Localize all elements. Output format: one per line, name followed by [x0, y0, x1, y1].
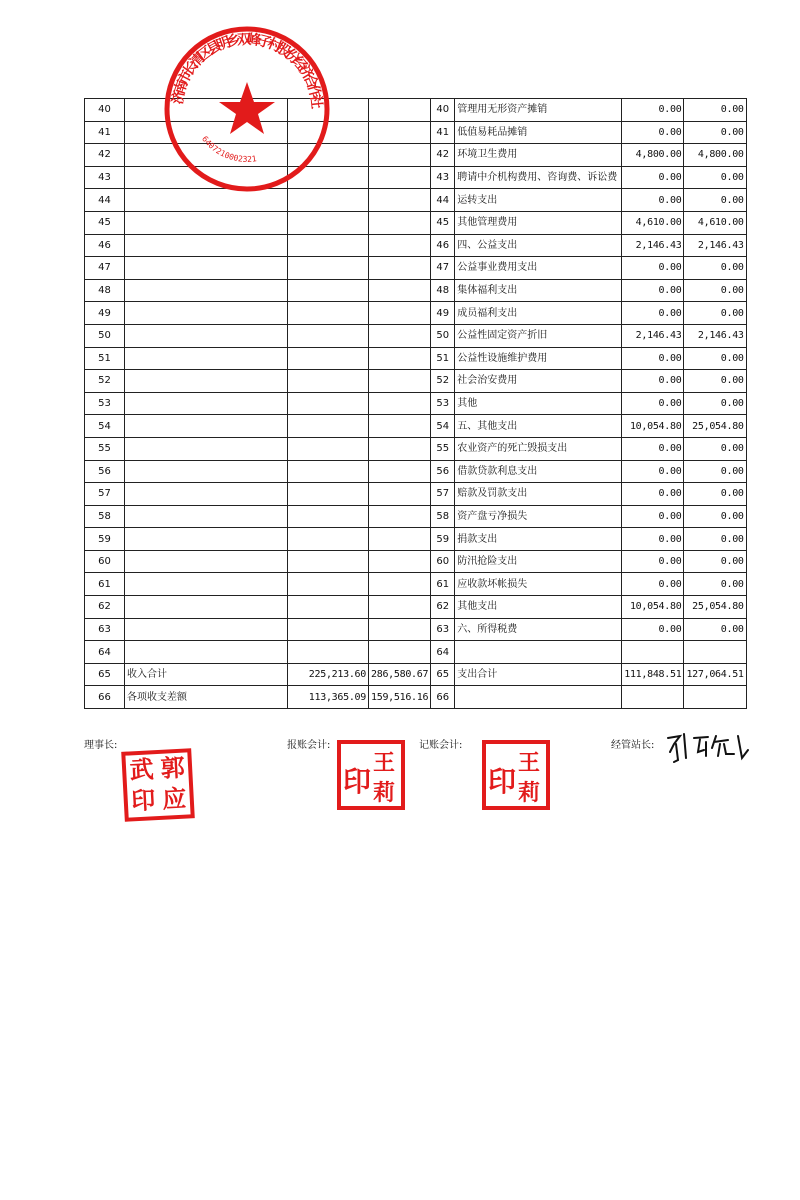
income-current-amount — [288, 618, 369, 641]
expense-cumulative-amount: 0.00 — [684, 189, 746, 212]
expense-item-name: 集体福利支出 — [455, 279, 622, 302]
expense-item-name: 四、公益支出 — [455, 234, 622, 257]
expense-cumulative-amount: 0.00 — [684, 392, 746, 415]
row-index: 61 — [85, 573, 125, 596]
income-current-amount — [288, 370, 369, 393]
income-item-name — [125, 211, 288, 234]
expense-row-index: 60 — [431, 550, 455, 573]
expense-cumulative-amount: 0.00 — [684, 347, 746, 370]
row-index: 58 — [85, 505, 125, 528]
expense-item-name: 六、所得税费 — [455, 618, 622, 641]
expense-cumulative-amount: 0.00 — [684, 166, 746, 189]
income-cumulative-amount — [369, 460, 431, 483]
expense-row-index: 48 — [431, 279, 455, 302]
row-index: 42 — [85, 144, 125, 167]
expense-cumulative-amount: 0.00 — [684, 573, 746, 596]
expense-item-name: 聘请中介机构费用、咨询费、诉讼费 — [455, 166, 622, 189]
expense-cumulative-amount: 25,054.80 — [684, 415, 746, 438]
expense-current-amount: 111,848.51 — [622, 663, 684, 686]
row-index: 43 — [85, 166, 125, 189]
income-cumulative-amount — [369, 528, 431, 551]
income-current-amount — [288, 460, 369, 483]
expense-cumulative-amount: 2,146.43 — [684, 234, 746, 257]
income-cumulative-amount — [369, 596, 431, 619]
table-row — [85, 211, 747, 234]
expense-current-amount: 0.00 — [622, 302, 684, 325]
seal-char: 莉 — [373, 780, 396, 806]
table-row — [85, 324, 747, 347]
expense-row-index: 46 — [431, 234, 455, 257]
row-index: 41 — [85, 121, 125, 144]
expense-item-name: 社会治安费用 — [455, 370, 622, 393]
income-cumulative-amount — [369, 121, 431, 144]
expense-row-index: 52 — [431, 370, 455, 393]
income-cumulative-amount: 286,580.67 — [369, 663, 431, 686]
income-cumulative-amount — [369, 550, 431, 573]
row-index: 57 — [85, 483, 125, 506]
expense-cumulative-amount: 0.00 — [684, 460, 746, 483]
expense-row-index: 47 — [431, 257, 455, 280]
income-current-amount — [288, 302, 369, 325]
income-current-amount — [288, 392, 369, 415]
row-index: 56 — [85, 460, 125, 483]
income-item-name: 收入合计 — [125, 663, 288, 686]
income-item-name — [125, 550, 288, 573]
expense-current-amount: 0.00 — [622, 483, 684, 506]
expense-cumulative-amount: 25,054.80 — [684, 596, 746, 619]
table-row — [85, 528, 747, 551]
expense-item-name: 环境卫生费用 — [455, 144, 622, 167]
income-cumulative-amount — [369, 189, 431, 212]
row-index: 48 — [85, 279, 125, 302]
income-current-amount — [288, 528, 369, 551]
expense-cumulative-amount: 0.00 — [684, 370, 746, 393]
income-cumulative-amount — [369, 618, 431, 641]
income-current-amount: 113,365.09 — [288, 686, 369, 709]
seal-char: 应 — [161, 783, 187, 814]
expense-row-index: 44 — [431, 189, 455, 212]
table-row — [85, 234, 747, 257]
income-item-name — [125, 573, 288, 596]
table-row — [85, 437, 747, 460]
seal-char: 印 — [130, 785, 157, 816]
expense-cumulative-amount: 0.00 — [684, 528, 746, 551]
income-current-amount — [288, 641, 369, 664]
expense-item-name: 低值易耗品摊销 — [455, 121, 622, 144]
station-chief-handwritten-signature — [664, 730, 759, 766]
table-row — [85, 641, 747, 664]
row-index: 55 — [85, 437, 125, 460]
table-row — [85, 415, 747, 438]
expense-current-amount: 0.00 — [622, 121, 684, 144]
expense-current-amount: 0.00 — [622, 257, 684, 280]
expense-current-amount — [622, 641, 684, 664]
income-item-name — [125, 347, 288, 370]
expense-current-amount: 0.00 — [622, 166, 684, 189]
expense-row-index: 42 — [431, 144, 455, 167]
expense-item-name: 公益性固定资产折旧 — [455, 324, 622, 347]
row-index: 66 — [85, 686, 125, 709]
table-row — [85, 483, 747, 506]
expense-cumulative-amount: 4,800.00 — [684, 144, 746, 167]
income-current-amount — [288, 415, 369, 438]
expense-current-amount: 0.00 — [622, 347, 684, 370]
table-row — [85, 460, 747, 483]
income-cumulative-amount — [369, 505, 431, 528]
row-index: 65 — [85, 663, 125, 686]
income-item-name — [125, 460, 288, 483]
income-current-amount — [288, 257, 369, 280]
expense-item-name: 其他管理费用 — [455, 211, 622, 234]
expense-item-name: 公益事业费用支出 — [455, 257, 622, 280]
expense-cumulative-amount: 0.00 — [684, 618, 746, 641]
row-index: 50 — [85, 324, 125, 347]
income-current-amount — [288, 347, 369, 370]
expense-row-index: 50 — [431, 324, 455, 347]
seal-star-icon — [219, 82, 275, 134]
table-row — [85, 392, 747, 415]
row-index: 46 — [85, 234, 125, 257]
bookkeeper-seal — [482, 740, 550, 810]
row-index: 64 — [85, 641, 125, 664]
seal-char: 莉 — [518, 780, 541, 806]
income-current-amount — [288, 324, 369, 347]
table-row — [85, 257, 747, 280]
expense-item-name: 成员福利支出 — [455, 302, 622, 325]
expense-item-name: 防汛抢险支出 — [455, 550, 622, 573]
expense-current-amount: 0.00 — [622, 392, 684, 415]
expense-item-name: 资产盘亏净损失 — [455, 505, 622, 528]
expense-row-index: 66 — [431, 686, 455, 709]
income-current-amount — [288, 550, 369, 573]
income-cumulative-amount — [369, 641, 431, 664]
income-cumulative-amount — [369, 234, 431, 257]
expense-cumulative-amount: 0.00 — [684, 302, 746, 325]
expense-row-index: 63 — [431, 618, 455, 641]
table-row — [85, 302, 747, 325]
expense-item-name — [455, 641, 622, 664]
row-index: 52 — [85, 370, 125, 393]
expense-current-amount: 0.00 — [622, 618, 684, 641]
income-item-name — [125, 618, 288, 641]
expense-item-name: 公益性设施维护费用 — [455, 347, 622, 370]
income-item-name — [125, 505, 288, 528]
expense-current-amount: 0.00 — [622, 573, 684, 596]
income-current-amount: 225,213.60 — [288, 663, 369, 686]
row-index: 44 — [85, 189, 125, 212]
income-cumulative-amount — [369, 211, 431, 234]
station-chief-label: 经管站长: — [611, 740, 655, 751]
reimburse-accountant-seal — [337, 740, 405, 810]
table-row — [85, 618, 747, 641]
table-row — [85, 663, 747, 686]
expense-item-name: 其他 — [455, 392, 622, 415]
income-cumulative-amount — [369, 347, 431, 370]
row-index: 40 — [85, 99, 125, 122]
expense-current-amount — [622, 686, 684, 709]
income-item-name — [125, 302, 288, 325]
expense-item-name: 运转支出 — [455, 189, 622, 212]
row-index: 49 — [85, 302, 125, 325]
bookkeeper-label: 记账会计: — [419, 740, 463, 751]
income-item-name — [125, 370, 288, 393]
expense-item-name: 借款贷款利息支出 — [455, 460, 622, 483]
expense-row-index: 59 — [431, 528, 455, 551]
chairman-seal — [121, 748, 195, 822]
expense-row-index: 53 — [431, 392, 455, 415]
income-cumulative-amount — [369, 166, 431, 189]
row-index: 47 — [85, 257, 125, 280]
expense-cumulative-amount: 0.00 — [684, 279, 746, 302]
seal-org-text: 济南市长清区县明乡双峰子村股份经济合作社 — [169, 31, 325, 110]
expense-current-amount: 4,800.00 — [622, 144, 684, 167]
expense-row-index: 49 — [431, 302, 455, 325]
expense-row-index: 65 — [431, 663, 455, 686]
expense-current-amount: 0.00 — [622, 528, 684, 551]
expense-current-amount: 2,146.43 — [622, 234, 684, 257]
expense-cumulative-amount: 2,146.43 — [684, 324, 746, 347]
income-cumulative-amount — [369, 302, 431, 325]
expense-row-index: 45 — [431, 211, 455, 234]
expense-current-amount: 2,146.43 — [622, 324, 684, 347]
table-row — [85, 573, 747, 596]
expense-cumulative-amount: 127,064.51 — [684, 663, 746, 686]
expense-item-name: 支出合计 — [455, 663, 622, 686]
income-current-amount — [288, 505, 369, 528]
income-item-name — [125, 324, 288, 347]
row-index: 45 — [85, 211, 125, 234]
income-item-name — [125, 279, 288, 302]
expense-item-name: 应收款坏帐损失 — [455, 573, 622, 596]
row-index: 51 — [85, 347, 125, 370]
seal-char: 王 — [518, 750, 541, 776]
expense-cumulative-amount: 0.00 — [684, 121, 746, 144]
income-cumulative-amount — [369, 392, 431, 415]
expense-cumulative-amount: 0.00 — [684, 550, 746, 573]
expense-cumulative-amount: 0.00 — [684, 257, 746, 280]
income-current-amount — [288, 573, 369, 596]
expense-current-amount: 0.00 — [622, 550, 684, 573]
expense-cumulative-amount: 0.00 — [684, 483, 746, 506]
table-row — [85, 505, 747, 528]
reimburse-accountant-label: 报账会计: — [287, 740, 331, 751]
income-item-name — [125, 415, 288, 438]
table-row — [85, 347, 747, 370]
expense-item-name: 捐款支出 — [455, 528, 622, 551]
expense-current-amount: 0.00 — [622, 370, 684, 393]
expense-cumulative-amount: 0.00 — [684, 437, 746, 460]
expense-item-name: 其他支出 — [455, 596, 622, 619]
row-index: 60 — [85, 550, 125, 573]
expense-row-index: 55 — [431, 437, 455, 460]
seal-number: 6407210002321 — [200, 134, 258, 164]
table-row — [85, 279, 747, 302]
row-index: 59 — [85, 528, 125, 551]
expense-cumulative-amount: 4,610.00 — [684, 211, 746, 234]
expense-current-amount: 4,610.00 — [622, 211, 684, 234]
expense-row-index: 43 — [431, 166, 455, 189]
income-item-name — [125, 437, 288, 460]
row-index: 54 — [85, 415, 125, 438]
income-item-name — [125, 528, 288, 551]
expense-row-index: 51 — [431, 347, 455, 370]
income-cumulative-amount — [369, 573, 431, 596]
expense-row-index: 40 — [431, 99, 455, 122]
expense-item-name: 管理用无形资产摊销 — [455, 99, 622, 122]
chairman-label: 理事长: — [84, 740, 118, 751]
income-cumulative-amount: 159,516.16 — [369, 686, 431, 709]
expense-row-index: 62 — [431, 596, 455, 619]
seal-char: 郭 — [159, 752, 186, 783]
income-current-amount — [288, 234, 369, 257]
table-row — [85, 550, 747, 573]
table-row — [85, 370, 747, 393]
expense-row-index: 57 — [431, 483, 455, 506]
income-cumulative-amount — [369, 279, 431, 302]
expense-item-name — [455, 686, 622, 709]
seal-char: 王 — [373, 750, 396, 776]
income-cumulative-amount — [369, 144, 431, 167]
seal-char: 印 — [343, 765, 372, 798]
expense-cumulative-amount: 0.00 — [684, 99, 746, 122]
income-item-name — [125, 483, 288, 506]
expense-current-amount: 0.00 — [622, 437, 684, 460]
expense-cumulative-amount — [684, 641, 746, 664]
table-row — [85, 686, 747, 709]
income-item-name — [125, 392, 288, 415]
income-cumulative-amount — [369, 483, 431, 506]
expense-current-amount: 10,054.80 — [622, 596, 684, 619]
expense-row-index: 56 — [431, 460, 455, 483]
expense-item-name: 赔款及罚款支出 — [455, 483, 622, 506]
expense-current-amount: 0.00 — [622, 99, 684, 122]
expense-current-amount: 10,054.80 — [622, 415, 684, 438]
income-item-name: 各项收支差额 — [125, 686, 288, 709]
row-index: 62 — [85, 596, 125, 619]
income-cumulative-amount — [369, 415, 431, 438]
income-current-amount — [288, 437, 369, 460]
expense-row-index: 54 — [431, 415, 455, 438]
income-item-name — [125, 257, 288, 280]
row-index: 53 — [85, 392, 125, 415]
expense-current-amount: 0.00 — [622, 279, 684, 302]
income-current-amount — [288, 279, 369, 302]
table-row — [85, 596, 747, 619]
expense-cumulative-amount — [684, 686, 746, 709]
income-current-amount — [288, 483, 369, 506]
expense-current-amount: 0.00 — [622, 189, 684, 212]
income-item-name — [125, 641, 288, 664]
seal-char: 武 — [128, 754, 155, 785]
income-current-amount — [288, 596, 369, 619]
expense-row-index: 58 — [431, 505, 455, 528]
row-index: 63 — [85, 618, 125, 641]
income-item-name — [125, 234, 288, 257]
official-round-seal — [162, 24, 332, 194]
expense-current-amount: 0.00 — [622, 505, 684, 528]
income-current-amount — [288, 211, 369, 234]
expense-cumulative-amount: 0.00 — [684, 505, 746, 528]
expense-current-amount: 0.00 — [622, 460, 684, 483]
expense-item-name: 农业资产的死亡毁损支出 — [455, 437, 622, 460]
expense-item-name: 五、其他支出 — [455, 415, 622, 438]
expense-row-index: 61 — [431, 573, 455, 596]
income-cumulative-amount — [369, 99, 431, 122]
income-cumulative-amount — [369, 324, 431, 347]
seal-char: 印 — [488, 765, 517, 798]
income-cumulative-amount — [369, 257, 431, 280]
income-cumulative-amount — [369, 437, 431, 460]
expense-row-index: 64 — [431, 641, 455, 664]
expense-row-index: 41 — [431, 121, 455, 144]
income-cumulative-amount — [369, 370, 431, 393]
income-item-name — [125, 596, 288, 619]
